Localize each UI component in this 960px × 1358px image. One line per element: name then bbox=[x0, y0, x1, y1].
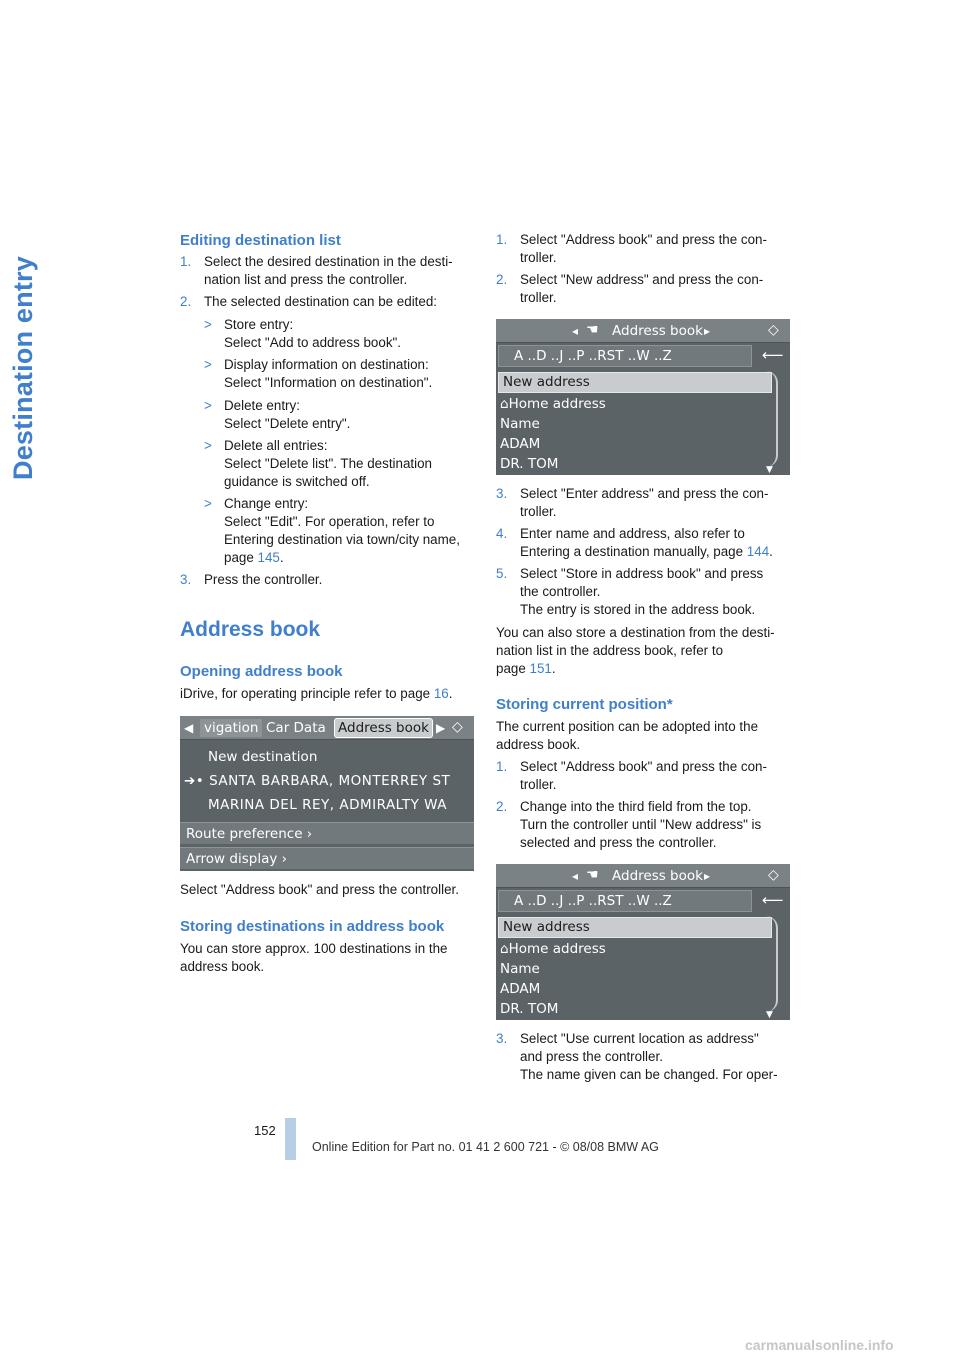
bullet-text: Delete all entries: bbox=[224, 438, 328, 453]
list-item: MARINA DEL REY, ADMIRALTY WA bbox=[208, 797, 447, 813]
options-icon: ◇ bbox=[452, 719, 463, 735]
options-icon: ◇ bbox=[768, 322, 779, 338]
address-book-screenshot-2 bbox=[496, 864, 790, 1020]
step-text: Select "Address book" and press the con- bbox=[520, 759, 767, 774]
step-number: 5. bbox=[496, 566, 508, 581]
bullet-text: Select "Add to address book". bbox=[224, 335, 401, 350]
list-item: ➔• SANTA BARBARA, MONTERREY ST bbox=[184, 773, 451, 789]
idrive-navigation-screenshot bbox=[180, 716, 474, 871]
step-number: 1. bbox=[496, 759, 508, 774]
bullet-text: Select "Edit". For operation, refer to bbox=[224, 514, 435, 529]
alphabet-speller: A ..D ..J ..P ..RST ..W ..Z bbox=[514, 893, 672, 909]
step-number: 2. bbox=[496, 272, 508, 287]
page-link-145[interactable]: 145 bbox=[257, 550, 280, 565]
list-item-selected: New address bbox=[498, 372, 772, 393]
scroll-down-icon: ▼ bbox=[766, 465, 773, 475]
side-chapter-title bbox=[8, 230, 54, 490]
bullet-text: guidance is switched off. bbox=[224, 474, 370, 489]
bullet-text: Select "Information on destination". bbox=[224, 375, 433, 390]
step-text: troller. bbox=[520, 290, 557, 305]
bullet-text: Display information on destination: bbox=[224, 357, 429, 372]
step-text: Select "Use current location as address" bbox=[520, 1031, 759, 1046]
step-text: troller. bbox=[520, 504, 557, 519]
list-item: New destination bbox=[208, 749, 318, 765]
step-text: and press the controller. bbox=[520, 1049, 663, 1064]
step-text: troller. bbox=[520, 250, 557, 265]
also-text: You can also store a destination from the desti- bbox=[496, 625, 775, 640]
list-item: DR. TOM bbox=[500, 1001, 559, 1017]
list-item-selected: New address bbox=[498, 917, 772, 938]
step-text: Select the desired destination in the desti- bbox=[204, 254, 453, 269]
current-text: The current position can be adopted into the bbox=[496, 719, 759, 734]
also-text-page-ref: page 151. bbox=[496, 661, 556, 676]
bullet-text: Select "Delete entry". bbox=[224, 416, 351, 431]
bullet-marker: > bbox=[204, 398, 212, 413]
right-arrow-icon: ▸ bbox=[704, 324, 711, 338]
alphabet-speller: A ..D ..J ..P ..RST ..W ..Z bbox=[514, 348, 672, 364]
options-icon: ◇ bbox=[768, 867, 779, 883]
footer-edition-text: Online Edition for Part no. 01 41 2 600 721 - © 08/08 BMW AG bbox=[312, 1140, 659, 1154]
step-number: 1. bbox=[180, 254, 192, 269]
bullet-text: Change entry: bbox=[224, 496, 309, 511]
back-arrow-icon: ⟵ bbox=[762, 346, 784, 364]
step-text: Select "Address book" and press the con- bbox=[520, 232, 767, 247]
heading-storing-destinations: Storing destinations in address book bbox=[180, 918, 445, 935]
bullet-text: Entering destination via town/city name, bbox=[224, 532, 460, 547]
side-chapter-title-text: Destination entry bbox=[8, 256, 38, 480]
step-text: troller. bbox=[520, 777, 557, 792]
page-link-144[interactable]: 144 bbox=[746, 544, 770, 559]
step-text: the controller. bbox=[520, 584, 601, 599]
screen-title: Address book bbox=[612, 323, 703, 339]
list-item: ⌂Home address bbox=[500, 396, 606, 412]
also-text: nation list in the address book, refer to bbox=[496, 643, 724, 658]
left-arrow-icon: ◂ bbox=[572, 324, 579, 338]
bullet-text: Store entry: bbox=[224, 317, 294, 332]
bullet-text: Delete entry: bbox=[224, 398, 300, 413]
right-arrow-icon: ▶ bbox=[436, 721, 446, 735]
heading-editing-destination-list: Editing destination list bbox=[180, 232, 341, 249]
list-item: DR. TOM bbox=[500, 456, 559, 472]
list-item: ADAM bbox=[500, 981, 541, 997]
menu-item-arrow-display: Arrow display › bbox=[186, 851, 288, 867]
list-item: ⌂Home address bbox=[500, 941, 606, 957]
heading-storing-current-position: Storing current position* bbox=[496, 696, 673, 713]
list-item: ADAM bbox=[500, 436, 541, 452]
store-text: address book. bbox=[180, 959, 265, 974]
step-text: Turn the controller until "New address" is bbox=[520, 817, 762, 832]
step-number: 2. bbox=[496, 799, 508, 814]
address-book-screenshot bbox=[496, 319, 790, 475]
step-text: nation list and press the controller. bbox=[204, 272, 408, 287]
step-text: Enter name and address, also refer to bbox=[520, 526, 745, 541]
bullet-text-page-ref: page 145. bbox=[224, 550, 284, 565]
step-number: 3. bbox=[180, 572, 192, 587]
screen-title: Address book bbox=[612, 868, 703, 884]
bullet-marker: > bbox=[204, 496, 212, 511]
step-number: 1. bbox=[496, 232, 508, 247]
bullet-marker: > bbox=[204, 317, 212, 332]
footer-accent-bar bbox=[285, 1118, 296, 1160]
step-text: Change into the third field from the top. bbox=[520, 799, 752, 814]
step-text: The name given can be changed. For oper- bbox=[520, 1067, 778, 1082]
select-text: Select "Address book" and press the controller. bbox=[180, 882, 459, 897]
open-text: iDrive, for operating principle refer to page 16. bbox=[180, 686, 453, 701]
step-number: 2. bbox=[180, 294, 192, 309]
tab-car-data: Car Data bbox=[266, 720, 326, 736]
step-text: Select "Store in address book" and press bbox=[520, 566, 764, 581]
step-text-page-ref: Entering a destination manually, page 144. bbox=[520, 544, 773, 559]
left-arrow-icon: ◂ bbox=[572, 869, 579, 883]
right-arrow-icon: ▸ bbox=[704, 869, 711, 883]
back-arrow-icon: ⟵ bbox=[762, 891, 784, 909]
watermark: carmanualsonline.info bbox=[745, 1337, 894, 1353]
heading-opening-address-book: Opening address book bbox=[180, 663, 343, 680]
page-link-151[interactable]: 151 bbox=[529, 661, 552, 676]
bullet-text: Select "Delete list". The destination bbox=[224, 456, 432, 471]
list-item: Name bbox=[500, 961, 540, 977]
address-book-icon: ☚ bbox=[586, 867, 599, 883]
bullet-marker: > bbox=[204, 357, 212, 372]
step-text: The entry is stored in the address book. bbox=[520, 602, 756, 617]
heading-address-book: Address book bbox=[180, 618, 321, 641]
step-number: 3. bbox=[496, 1031, 508, 1046]
step-text: Select "New address" and press the con- bbox=[520, 272, 764, 287]
tab-address-book: Address book bbox=[334, 718, 433, 738]
current-text: address book. bbox=[496, 737, 581, 752]
page-link-16[interactable]: 16 bbox=[433, 686, 449, 701]
list-item: Name bbox=[500, 416, 540, 432]
step-text: selected and press the controller. bbox=[520, 835, 717, 850]
scroll-down-icon: ▼ bbox=[766, 1010, 773, 1020]
menu-item-route-preference: Route preference › bbox=[186, 826, 313, 842]
page-number: 152 bbox=[254, 1123, 276, 1138]
scroll-arc bbox=[766, 371, 778, 467]
tab-navigation: vigation bbox=[200, 719, 262, 737]
step-number: 3. bbox=[496, 486, 508, 501]
step-text: Press the controller. bbox=[204, 572, 323, 587]
address-book-icon: ☚ bbox=[586, 322, 599, 338]
step-number: 4. bbox=[496, 526, 508, 541]
store-text: You can store approx. 100 destinations in the bbox=[180, 941, 448, 956]
step-text: The selected destination can be edited: bbox=[204, 294, 438, 309]
bullet-marker: > bbox=[204, 438, 212, 453]
scroll-arc bbox=[766, 916, 778, 1012]
step-text: Select "Enter address" and press the con- bbox=[520, 486, 769, 501]
left-arrow-icon: ◀ bbox=[184, 721, 194, 735]
